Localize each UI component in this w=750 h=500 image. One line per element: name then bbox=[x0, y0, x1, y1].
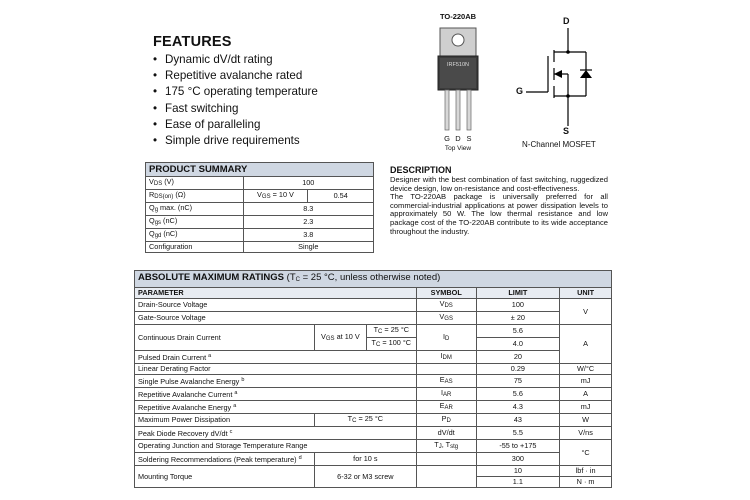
symbol-cell: $V_{GS}$ bbox=[416, 312, 476, 325]
limit-cell: 300 bbox=[476, 453, 560, 466]
unit-cell: W/°C bbox=[560, 364, 612, 375]
symbol-cell: $E_{AR}$ bbox=[416, 401, 476, 414]
limit-cell: 5.5 bbox=[476, 427, 560, 440]
table-row bbox=[146, 203, 374, 216]
feature-item: • Ease of paralleling bbox=[153, 117, 413, 133]
summary-label: $Q_{gd}$ (nC) bbox=[146, 229, 244, 242]
unit-cell: mJ bbox=[560, 401, 612, 414]
table-row bbox=[135, 401, 612, 414]
symbol-cell: $T_J$, $T_{stg}$ bbox=[416, 440, 476, 453]
table-row bbox=[135, 466, 612, 477]
symbol-cell: $I_D$ bbox=[416, 325, 476, 351]
table-row bbox=[135, 440, 612, 453]
device-marking: IRF510N bbox=[446, 62, 469, 68]
symbol-cell: $V_{DS}$ bbox=[416, 299, 476, 312]
summary-value: 2.3 bbox=[243, 216, 373, 229]
condition-cell: $T_C = 25$ °C bbox=[366, 325, 416, 338]
summary-label: $Q_g$ max. (nC) bbox=[146, 203, 244, 216]
param-cell: Drain-Source Voltage bbox=[135, 299, 417, 312]
ratings-title-row bbox=[135, 271, 612, 288]
pin-label-d: D bbox=[455, 134, 461, 143]
package-name: TO-220AB bbox=[439, 12, 477, 21]
summary-value: 8.3 bbox=[243, 203, 373, 216]
description-paragraph: Designer with the best combination of fast switching, ruggedized device design, low on-resistance and cost-effectiveness. bbox=[390, 175, 608, 193]
ratings-header-row bbox=[135, 288, 612, 299]
summary-title-row bbox=[146, 163, 374, 177]
table-row bbox=[135, 351, 612, 364]
summary-value: 3.8 bbox=[243, 229, 373, 242]
limit-cell: ± 20 bbox=[476, 312, 560, 325]
absolute-max-ratings-table bbox=[134, 270, 612, 488]
param-cell: Single Pulse Avalanche Energy $^b$ bbox=[135, 375, 417, 388]
condition-cell: $T_C = 100$ °C bbox=[366, 338, 416, 351]
param-cell: Repetitive Avalanche Energy $^a$ bbox=[135, 401, 417, 414]
limit-cell: 43 bbox=[476, 414, 560, 427]
summary-label: Configuration bbox=[146, 242, 244, 253]
param-cell: Peak Diode Recovery dV/dt $^c$ bbox=[135, 427, 417, 440]
table-row bbox=[135, 364, 612, 375]
unit-cell: mJ bbox=[560, 375, 612, 388]
limit-cell: 20 bbox=[476, 351, 560, 364]
symbol-cell: $I_{AR}$ bbox=[416, 388, 476, 401]
limit-cell: 4.3 bbox=[476, 401, 560, 414]
param-cell: Maximum Power Dissipation bbox=[135, 414, 315, 427]
unit-cell: W bbox=[560, 414, 612, 427]
drain-label: D bbox=[563, 16, 570, 26]
feature-item: • Simple drive requirements bbox=[153, 133, 413, 149]
pin-label-g: G bbox=[444, 134, 450, 143]
unit-cell: A bbox=[560, 388, 612, 401]
condition-cell: for 10 s bbox=[314, 453, 416, 466]
feature-item: • Repetitive avalanche rated bbox=[153, 68, 413, 84]
summary-value: 100 bbox=[243, 177, 373, 190]
table-row bbox=[146, 216, 374, 229]
limit-cell: 10 bbox=[476, 466, 560, 477]
column-header-symbol: SYMBOL bbox=[416, 288, 476, 299]
package-caption: Top View bbox=[444, 145, 472, 152]
feature-item: • 175 °C operating temperature bbox=[153, 84, 413, 100]
unit-cell: A bbox=[560, 325, 612, 364]
n-channel-mosfet-icon bbox=[510, 12, 620, 142]
feature-item: • Fast switching bbox=[153, 101, 413, 117]
condition-cell: $V_{GS}$ at 10 V bbox=[314, 325, 366, 351]
summary-label: $Q_{gs}$ (nC) bbox=[146, 216, 244, 229]
unit-cell: N · m bbox=[560, 477, 612, 488]
table-row bbox=[135, 375, 612, 388]
condition-cell: 6-32 or M3 screw bbox=[314, 466, 416, 488]
unit-cell: V bbox=[560, 299, 612, 325]
gate-label: G bbox=[516, 86, 524, 96]
unit-cell: °C bbox=[560, 440, 612, 466]
column-header-unit: UNIT bbox=[560, 288, 612, 299]
symbol-cell: dV/dt bbox=[416, 427, 476, 440]
table-row bbox=[135, 388, 612, 401]
symbol-cell bbox=[416, 364, 476, 375]
features-section bbox=[153, 34, 413, 149]
param-cell: Continuous Drain Current bbox=[135, 325, 315, 351]
summary-title: PRODUCT SUMMARY bbox=[146, 163, 374, 177]
param-cell: Mounting Torque bbox=[135, 466, 315, 488]
symbol-cell: $I_{DM}$ bbox=[416, 351, 476, 364]
param-cell: Linear Derating Factor bbox=[135, 364, 417, 375]
package-figure bbox=[418, 12, 498, 152]
table-row bbox=[146, 242, 374, 253]
table-row bbox=[135, 427, 612, 440]
param-cell: Gate-Source Voltage bbox=[135, 312, 417, 325]
param-cell: Soldering Recommendations (Peak temperature) $^d$ bbox=[135, 453, 315, 466]
limit-cell: 100 bbox=[476, 299, 560, 312]
unit-cell: lbf · in bbox=[560, 466, 612, 477]
table-row bbox=[135, 325, 612, 338]
column-header-limit: LIMIT bbox=[476, 288, 560, 299]
unit-cell: V/ns bbox=[560, 427, 612, 440]
ratings-title: ABSOLUTE MAXIMUM RATINGS ($T_C = 25$ °C, unless otherwise noted) bbox=[135, 271, 612, 288]
summary-value: 0.54 bbox=[308, 190, 374, 203]
symbol-cell: $P_D$ bbox=[416, 414, 476, 427]
description-paragraph: The TO-220AB package is universally preferred for all commercial-industrial applications at power dissipation levels to approximately 50 W. The low thermal resistance and low package cost of the TO-220AB contribute to its wide acceptance throughout the industry. bbox=[390, 192, 608, 236]
pin-label-s: S bbox=[466, 134, 472, 143]
table-row bbox=[135, 453, 612, 466]
product-summary-table bbox=[145, 162, 374, 253]
limit-cell: 5.6 bbox=[476, 325, 560, 338]
summary-condition: $V_{GS} = 10$ V bbox=[243, 190, 308, 203]
limit-cell: -55 to +175 bbox=[476, 440, 560, 453]
table-row bbox=[146, 229, 374, 242]
summary-label: $V_{DS}$ (V) bbox=[146, 177, 244, 190]
to220-package-icon bbox=[418, 22, 498, 134]
table-row bbox=[146, 190, 374, 203]
features-list bbox=[153, 52, 413, 149]
features-heading: FEATURES bbox=[153, 34, 232, 50]
limit-cell: 5.6 bbox=[476, 388, 560, 401]
param-cell: Repetitive Avalanche Current $^a$ bbox=[135, 388, 417, 401]
table-row bbox=[135, 312, 612, 325]
param-cell: Pulsed Drain Current $^a$ bbox=[135, 351, 417, 364]
table-row bbox=[135, 299, 612, 312]
summary-label: $R_{DS(on)}$ (Ω) bbox=[146, 190, 244, 203]
mosfet-caption: N-Channel MOSFET bbox=[522, 140, 596, 149]
table-row bbox=[146, 177, 374, 190]
limit-cell: 4.0 bbox=[476, 338, 560, 351]
source-label: S bbox=[563, 126, 570, 136]
mosfet-symbol-figure bbox=[510, 12, 620, 152]
summary-value: Single bbox=[243, 242, 373, 253]
limit-cell: 75 bbox=[476, 375, 560, 388]
symbol-cell bbox=[416, 453, 476, 466]
table-row bbox=[135, 414, 612, 427]
param-cell: Operating Junction and Storage Temperature Range bbox=[135, 440, 417, 453]
limit-cell: 0.29 bbox=[476, 364, 560, 375]
column-header-parameter: PARAMETER bbox=[135, 288, 417, 299]
feature-item: • Dynamic dV/dt rating bbox=[153, 52, 413, 68]
description-section bbox=[390, 165, 608, 236]
symbol-cell: $E_{AS}$ bbox=[416, 375, 476, 388]
limit-cell: 1.1 bbox=[476, 477, 560, 488]
symbol-cell bbox=[416, 466, 476, 488]
description-heading: DESCRIPTION bbox=[390, 165, 452, 175]
condition-cell: $T_C = 25$ °C bbox=[314, 414, 416, 427]
